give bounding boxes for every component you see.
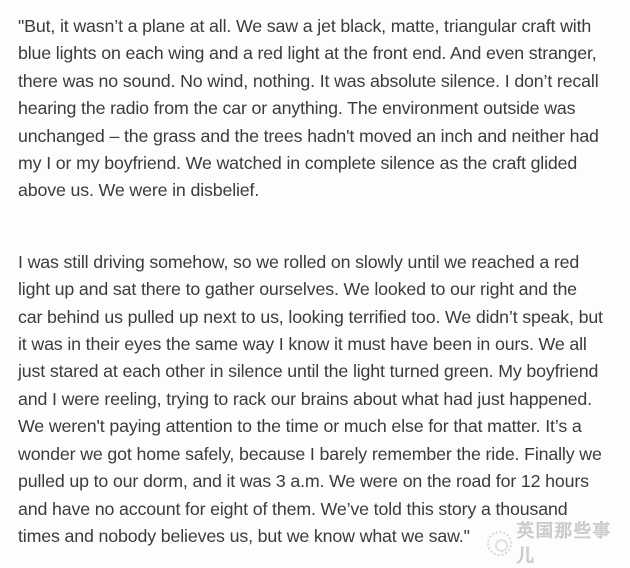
paragraph-2 (18, 249, 630, 550)
text-line: unchanged – the grass and the trees hadn't moved an inch and neither had (18, 125, 599, 146)
text-line: my I or my boyfriend. We watched in complete silence as the craft glided (18, 153, 578, 174)
text-line: wonder we got home safely, because I barely remember the ride. Finally we (18, 443, 602, 464)
text-line: there was no sound. No wind, nothing. It was absolute silence. I don’t recall (18, 70, 599, 91)
text-line: pulled up to our dorm, and it was 3 a.m. We were on the road for 12 hours (18, 471, 589, 492)
text-line: hearing the radio from the car or anything. The environment outside was (18, 98, 576, 119)
paragraph-1 (18, 13, 630, 205)
text-line: car behind us pulled up next to us, looking terrified too. We didn’t speak, but (18, 306, 603, 327)
circular-stamp-logo-icon (487, 531, 512, 556)
text-line: and I were reeling, trying to rack our brains about what had just happened. (18, 388, 592, 409)
text-line: light up and sat there to gather ourselves. We looked to our right and the (18, 279, 577, 300)
text-line: "But, it wasn’t a plane at all. We saw a jet black, matte, triangular craft with (18, 16, 592, 36)
watermark-label: 英国那些事儿 (516, 521, 612, 566)
watermark (487, 518, 630, 568)
text-line: just stared at each other in silence until the light turned green. My boyfriend (18, 361, 599, 382)
text-line: We weren't paying attention to the time or much else for that matter. It’s a (18, 416, 582, 437)
text-line: blue lights on each wing and a red light at the front end. And even stranger, (18, 43, 597, 64)
text-line: times and nobody believes us, but we know what we saw." (18, 525, 470, 546)
text-line: above us. We were in disbelief. (18, 180, 260, 201)
text-line: I was still driving somehow, so we rolled on slowly until we reached a red (18, 251, 580, 272)
text-line: it was in their eyes the same way I know it must have been in ours. We all (18, 334, 587, 355)
text-line: and have no account for eight of them. We’ve told this story a thousand (18, 498, 568, 519)
